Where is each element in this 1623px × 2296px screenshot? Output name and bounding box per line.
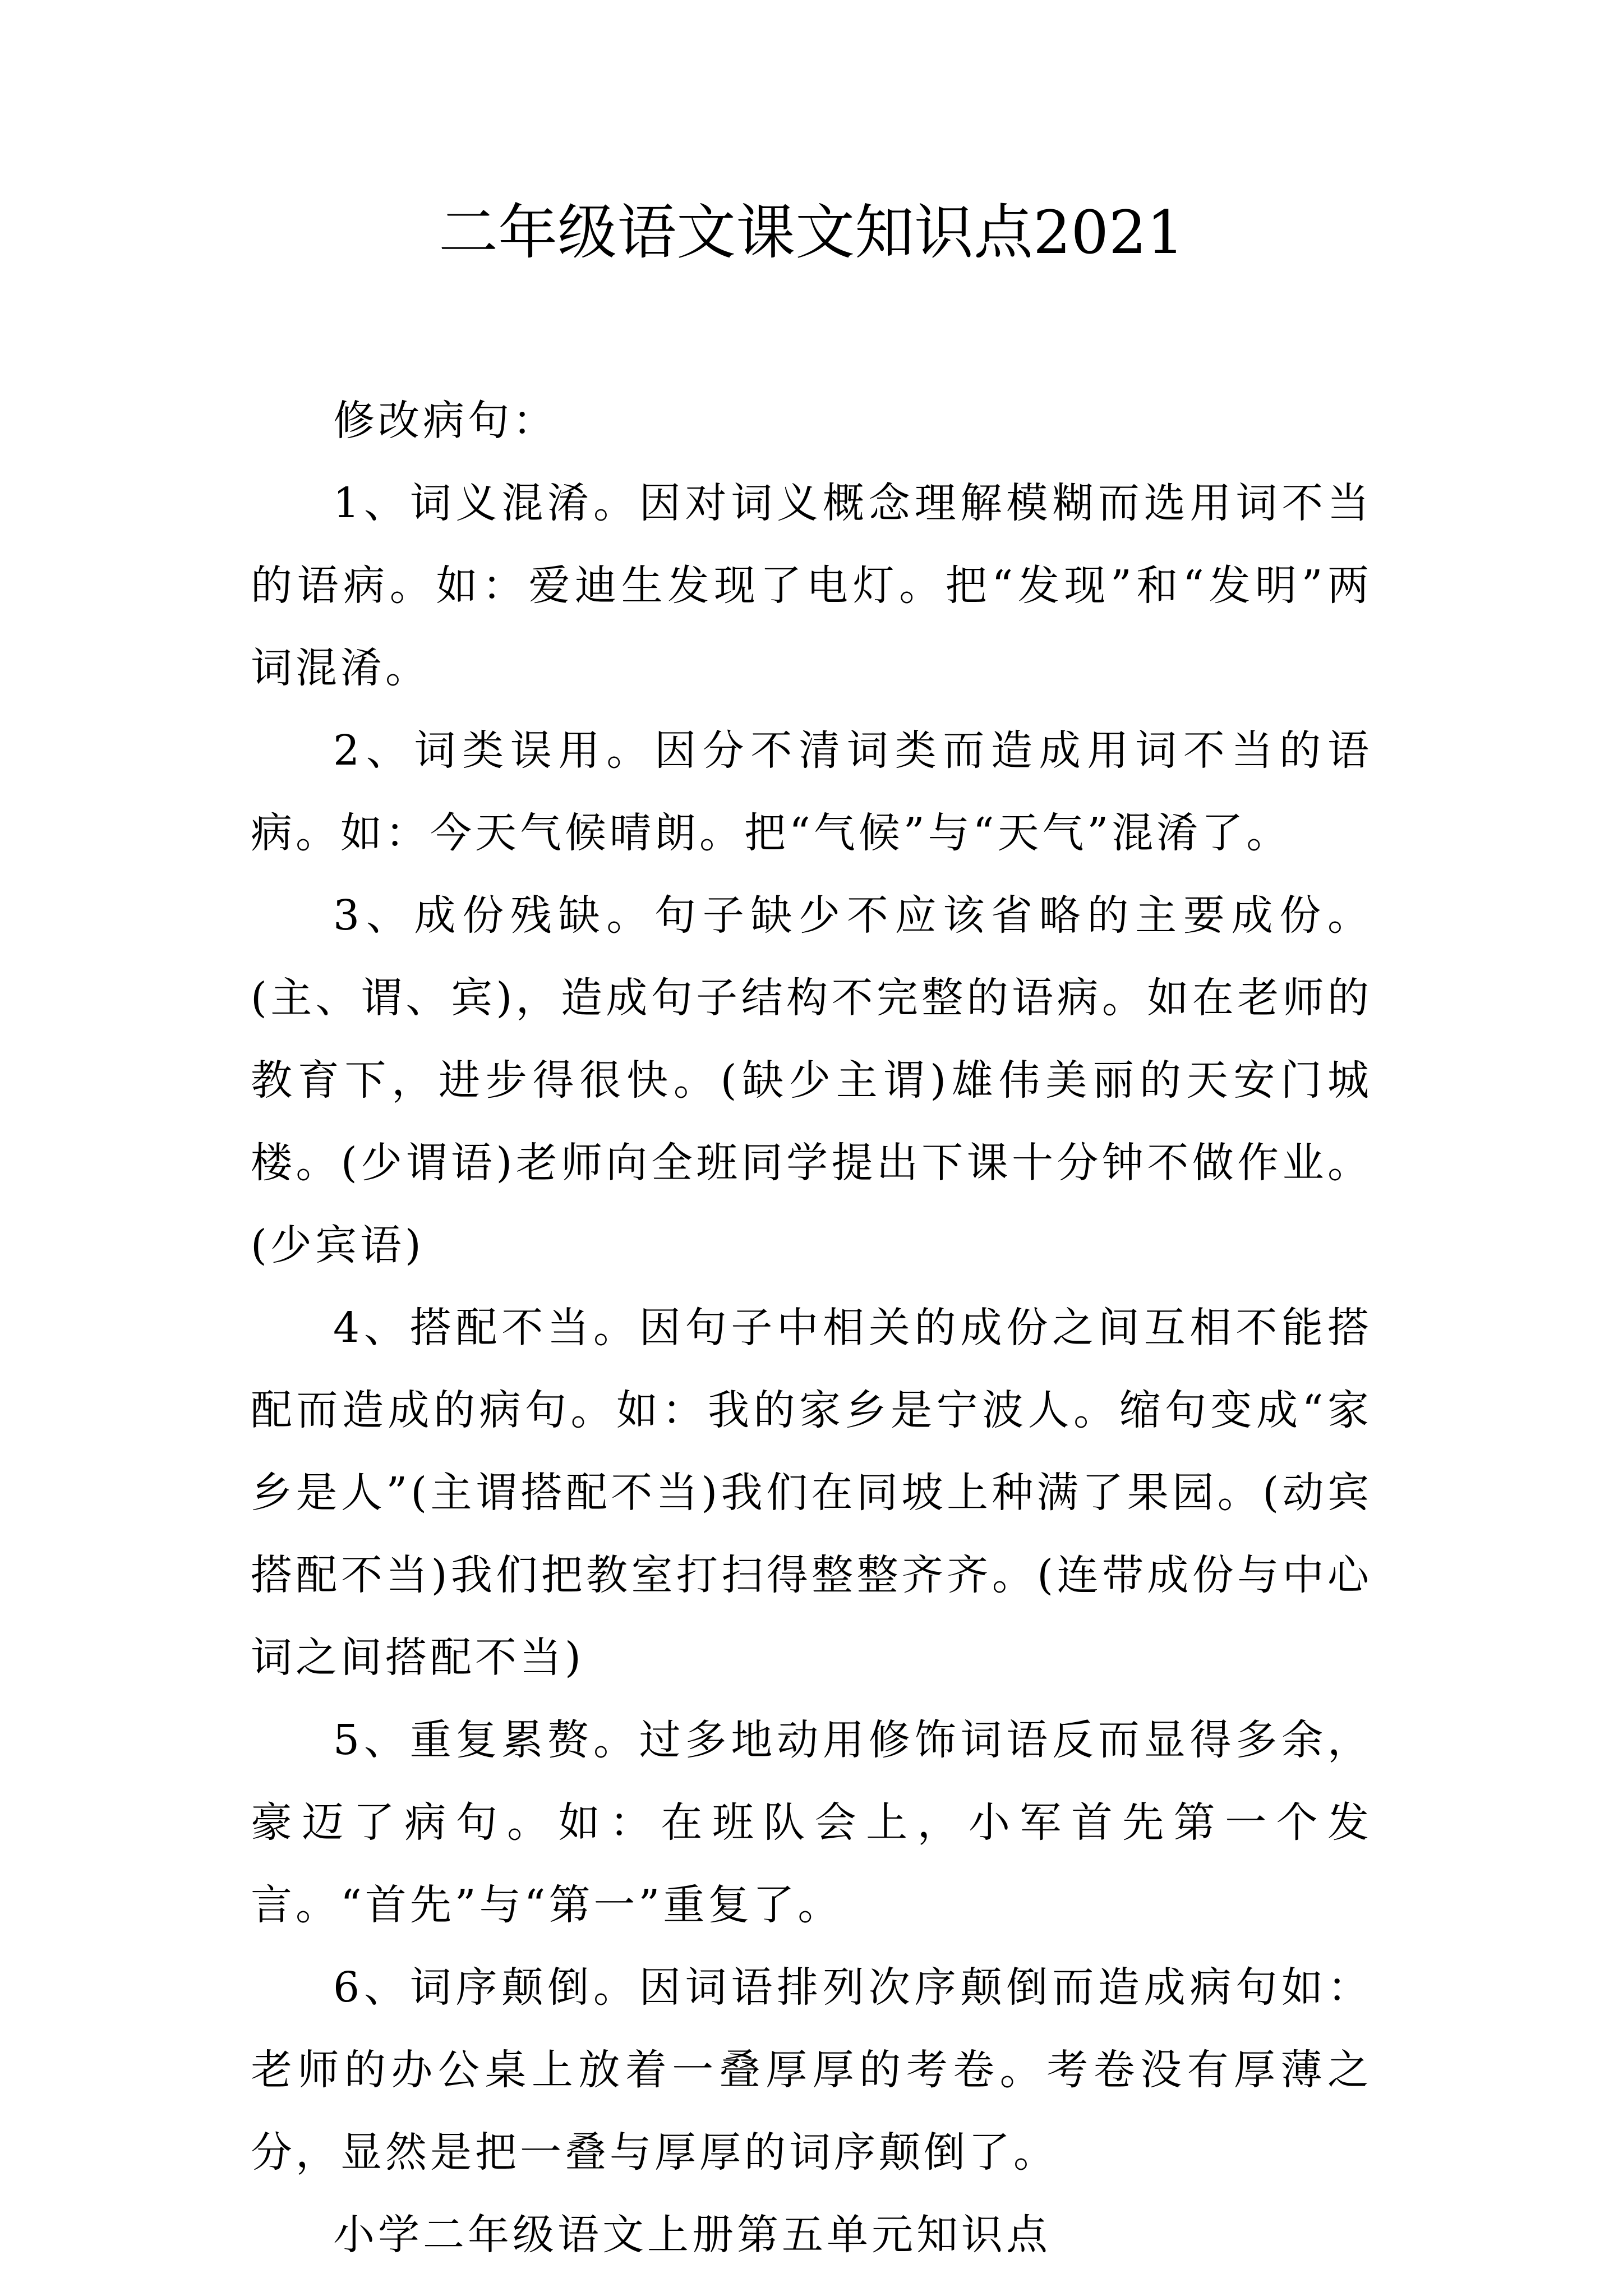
paragraph-section-heading: 小学二年级语文上册第五单元知识点	[333, 2211, 1051, 2259]
document-title: 二年级语文课文知识点2021	[439, 198, 1184, 267]
paragraph-item-4: 4、搭配不当。因句子中相关的成份之间互相不能搭配而造成的病句。如：我的家乡是宁波人。缩句变成“家乡是人”(主谓搭配不当)我们在同坡上种满了果园。(动宾搭配不当)我们把教室打扫得整整齐齐。(连带成份与中心词之间搭配不当)	[251, 1304, 1372, 1682]
paragraph-heading-bingju: 修改病句：	[333, 397, 557, 445]
paragraph-item-6: 6、词序颠倒。因词语排列次序颠倒而造成病句如：老师的办公桌上放着一叠厚厚的考卷。考卷没有厚薄之分，显然是把一叠与厚厚的词序颠倒了。	[251, 1963, 1372, 2177]
paragraph-item-3: 3、成份残缺。句子缺少不应该省略的主要成份。(主、谓、宾)，造成句子结构不完整的语病。如在老师的教育下，进步得很快。(缺少主谓)雄伟美丽的天安门城楼。(少谓语)老师向全班同学提出下课十分钟不做作业。(少宾语)	[251, 891, 1372, 1269]
paragraph-item-1: 1、词义混淆。因对词义概念理解模糊而选用词不当的语病。如：爱迪生发现了电灯。把“发现”和“发明”两词混淆。	[251, 479, 1372, 692]
document-body	[251, 380, 1372, 2276]
paragraph-item-5: 5、重复累赘。过多地动用修饰词语反而显得多余，豪迈了病句。如：在班队会上，小军首先第一个发言。“首先”与“第一”重复了。	[251, 1716, 1372, 1929]
paragraph-item-2: 2、词类误用。因分不清词类而造成用词不当的语病。如：今天气候晴朗。把“气候”与“天气”混淆了。	[251, 726, 1372, 857]
